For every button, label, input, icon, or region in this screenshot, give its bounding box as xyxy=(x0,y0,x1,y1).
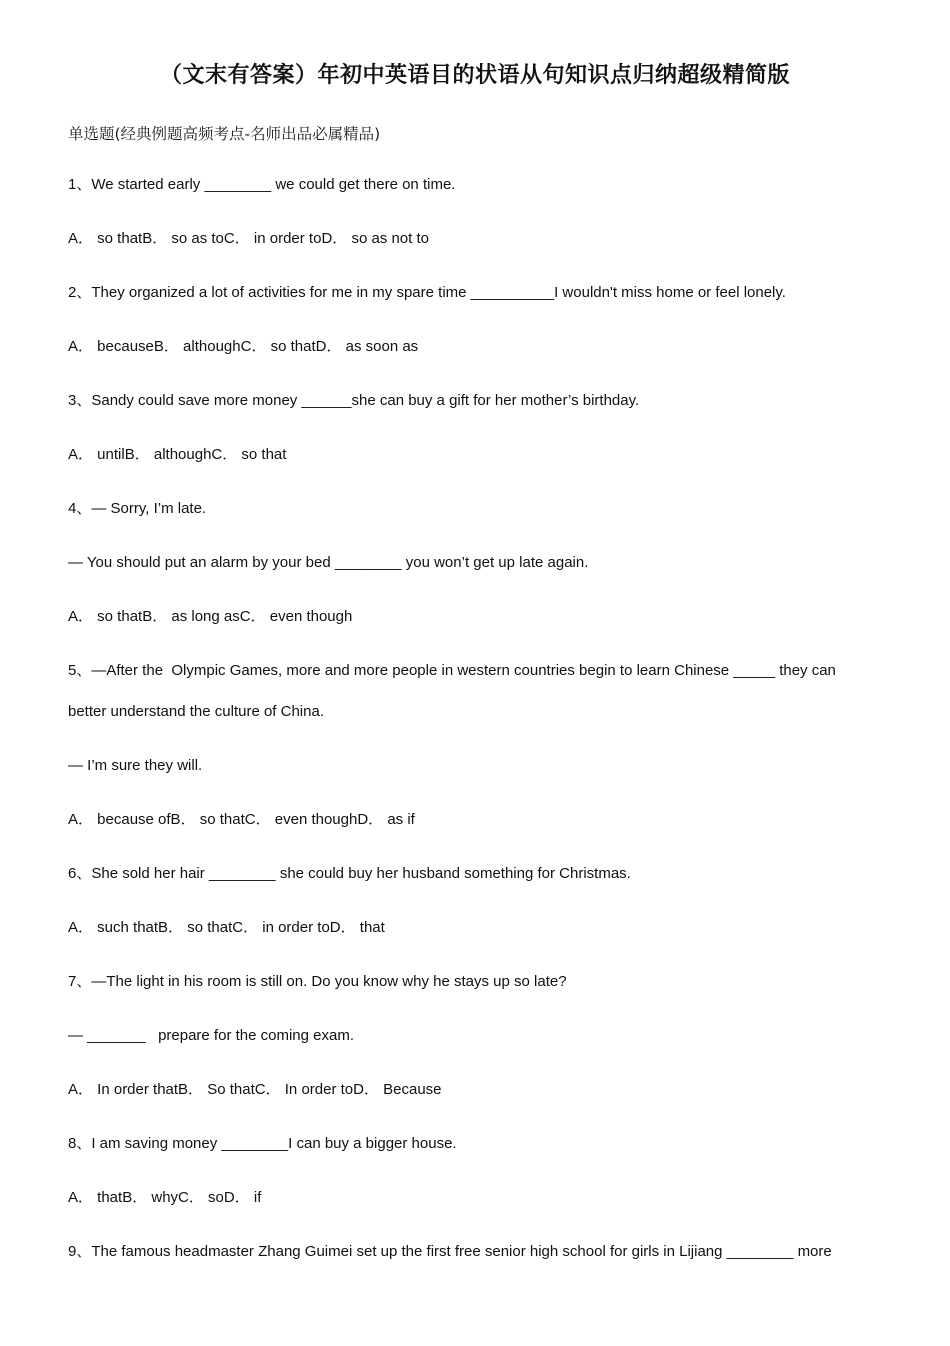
question-1: 1、We started early ________ we could get there on time. xyxy=(68,176,456,193)
document-title: （文末有答案）年初中英语目的状语从句知识点归纳超级精简版 xyxy=(159,63,790,88)
question-5-options: A． because ofB． so thatC． even thoughD． as if xyxy=(68,811,415,828)
question-4-reply: — You should put an alarm by your bed ________ you won’t get up late again. xyxy=(68,554,589,571)
question-1-options: A． so thatB． so as toC． in order toD． so as not to xyxy=(68,230,429,247)
question-7-options: A． In order thatB． So thatC． In order toD． Because xyxy=(68,1081,442,1098)
question-7-reply: — _______ prepare for the coming exam. xyxy=(68,1027,354,1044)
question-2-options: A． becauseB． althoughC． so thatD． as soon as xyxy=(68,338,419,355)
question-7: 7、—The light in his room is still on. Do you know why he stays up so late? xyxy=(68,973,567,990)
question-5-continued: better understand the culture of China. xyxy=(68,703,324,720)
question-8: 8、I am saving money ________I can buy a bigger house. xyxy=(68,1135,457,1152)
section-heading: 单选题(经典例题高频考点-名师出品必属精品) xyxy=(68,125,381,143)
question-5: 5、—After the Olympic Games, more and more people in western countries begin to learn Chinese _____ they can xyxy=(68,662,836,679)
question-3-options: A． untilB． althoughC． so that xyxy=(68,446,287,463)
question-6-options: A． such thatB． so thatC． in order toD． that xyxy=(68,919,385,936)
question-2: 2、They organized a lot of activities for me in my spare time __________I wouldn't miss home or feel lonely. xyxy=(68,284,786,301)
question-list xyxy=(68,175,868,1296)
question-3: 3、Sandy could save more money ______she can buy a gift for her mother’s birthday. xyxy=(68,392,640,409)
question-8-options: A． thatB． whyC． soD． if xyxy=(68,1189,262,1206)
question-5-reply: — I’m sure they will. xyxy=(68,757,203,774)
question-6: 6、She sold her hair ________ she could buy her husband something for Christmas. xyxy=(68,865,631,882)
question-9: 9、The famous headmaster Zhang Guimei set up the first free senior high school for girls in Lijiang ________ more xyxy=(68,1243,832,1260)
question-4-options: A． so thatB． as long asC． even though xyxy=(68,608,353,625)
question-4: 4、— Sorry, I’m late. xyxy=(68,500,207,517)
